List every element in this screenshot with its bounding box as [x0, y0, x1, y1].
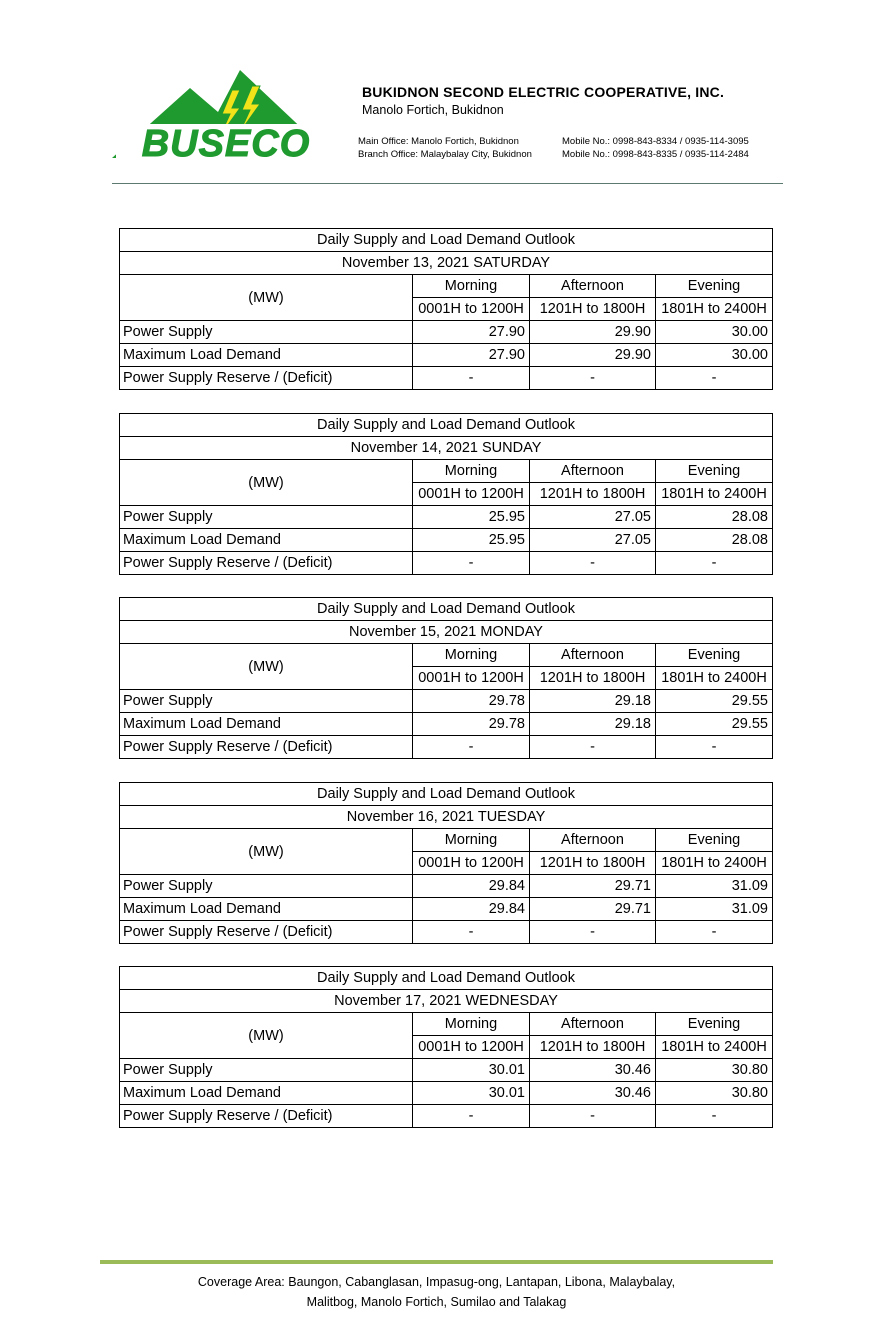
afternoon-range: 1201H to 1800H — [530, 483, 656, 506]
morning-header: Morning — [413, 644, 530, 667]
reserve-evening: - — [656, 921, 773, 944]
morning-range: 0001H to 1200H — [413, 1036, 530, 1059]
power-supply-label: Power Supply — [120, 875, 413, 898]
header-divider — [112, 183, 783, 184]
power-supply-morning: 27.90 — [413, 321, 530, 344]
max-load-evening: 28.08 — [656, 529, 773, 552]
unit-label: (MW) — [120, 460, 413, 506]
max-load-afternoon: 29.71 — [530, 898, 656, 921]
evening-range: 1801H to 2400H — [656, 1036, 773, 1059]
morning-range: 0001H to 1200H — [413, 298, 530, 321]
unit-label: (MW) — [120, 829, 413, 875]
evening-header: Evening — [656, 1013, 773, 1036]
max-load-morning: 25.95 — [413, 529, 530, 552]
max-load-afternoon: 29.18 — [530, 713, 656, 736]
morning-header: Morning — [413, 275, 530, 298]
afternoon-header: Afternoon — [530, 1013, 656, 1036]
reserve-morning: - — [413, 1105, 530, 1128]
outlook-table-day-1 — [119, 228, 773, 390]
evening-range: 1801H to 2400H — [656, 298, 773, 321]
morning-range: 0001H to 1200H — [413, 483, 530, 506]
power-supply-morning: 30.01 — [413, 1059, 530, 1082]
afternoon-header: Afternoon — [530, 460, 656, 483]
afternoon-range: 1201H to 1800H — [530, 1036, 656, 1059]
power-supply-afternoon: 29.18 — [530, 690, 656, 713]
max-load-morning: 29.78 — [413, 713, 530, 736]
reserve-morning: - — [413, 736, 530, 759]
power-supply-evening: 31.09 — [656, 875, 773, 898]
organization-name: BUKIDNON SECOND ELECTRIC COOPERATIVE, INC. — [362, 84, 725, 100]
max-load-afternoon: 30.46 — [530, 1082, 656, 1105]
outlook-table-day-2 — [119, 413, 773, 575]
morning-header: Morning — [413, 1013, 530, 1036]
evening-header: Evening — [656, 275, 773, 298]
power-supply-label: Power Supply — [120, 321, 413, 344]
branch-office-mobile: Mobile No.: 0998-843-8335 / 0935-114-2484 — [562, 149, 749, 160]
morning-header: Morning — [413, 460, 530, 483]
table-title: Daily Supply and Load Demand Outlook — [120, 229, 773, 252]
table-date: November 15, 2021 MONDAY — [120, 621, 773, 644]
evening-header: Evening — [656, 460, 773, 483]
logo-wordmark: BUSECO — [141, 123, 311, 162]
main-office-line — [358, 136, 749, 147]
main-office-mobile: Mobile No.: 0998-843-8334 / 0935-114-3095 — [562, 136, 749, 147]
evening-range: 1801H to 2400H — [656, 852, 773, 875]
letterhead — [112, 66, 787, 166]
max-load-afternoon: 27.05 — [530, 529, 656, 552]
table-title: Daily Supply and Load Demand Outlook — [120, 414, 773, 437]
reserve-afternoon: - — [530, 736, 656, 759]
max-load-evening: 30.00 — [656, 344, 773, 367]
main-office: Main Office: Manolo Fortich, Bukidnon — [358, 136, 519, 147]
reserve-evening: - — [656, 552, 773, 575]
table-title: Daily Supply and Load Demand Outlook — [120, 967, 773, 990]
power-supply-afternoon: 27.05 — [530, 506, 656, 529]
table-date: November 17, 2021 WEDNESDAY — [120, 990, 773, 1013]
power-supply-morning: 29.84 — [413, 875, 530, 898]
evening-header: Evening — [656, 644, 773, 667]
reserve-label: Power Supply Reserve / (Deficit) — [120, 1105, 413, 1128]
coverage-line-2: Malitbog, Manolo Fortich, Sumilao and Talakag — [306, 1295, 567, 1309]
coverage-area-footer — [100, 1272, 773, 1312]
max-load-label: Maximum Load Demand — [120, 344, 413, 367]
afternoon-header: Afternoon — [530, 829, 656, 852]
afternoon-range: 1201H to 1800H — [530, 852, 656, 875]
power-supply-afternoon: 30.46 — [530, 1059, 656, 1082]
reserve-label: Power Supply Reserve / (Deficit) — [120, 367, 413, 390]
reserve-afternoon: - — [530, 1105, 656, 1128]
reserve-label: Power Supply Reserve / (Deficit) — [120, 921, 413, 944]
power-supply-afternoon: 29.90 — [530, 321, 656, 344]
max-load-label: Maximum Load Demand — [120, 898, 413, 921]
max-load-evening: 30.80 — [656, 1082, 773, 1105]
unit-label: (MW) — [120, 1013, 413, 1059]
evening-header: Evening — [656, 829, 773, 852]
reserve-morning: - — [413, 552, 530, 575]
power-supply-morning: 29.78 — [413, 690, 530, 713]
outlook-table-day-4 — [119, 782, 773, 944]
power-supply-label: Power Supply — [120, 1059, 413, 1082]
max-load-label: Maximum Load Demand — [120, 1082, 413, 1105]
coverage-line-1: Coverage Area: Baungon, Cabanglasan, Impasug-ong, Lantapan, Libona, Malaybalay, — [197, 1275, 676, 1289]
unit-label: (MW) — [120, 644, 413, 690]
power-supply-evening: 28.08 — [656, 506, 773, 529]
reserve-evening: - — [656, 367, 773, 390]
power-supply-evening: 29.55 — [656, 690, 773, 713]
power-supply-label: Power Supply — [120, 690, 413, 713]
buseco-logo — [112, 66, 342, 162]
power-supply-label: Power Supply — [120, 506, 413, 529]
evening-range: 1801H to 2400H — [656, 483, 773, 506]
max-load-morning: 30.01 — [413, 1082, 530, 1105]
unit-label: (MW) — [120, 275, 413, 321]
reserve-label: Power Supply Reserve / (Deficit) — [120, 552, 413, 575]
table-title: Daily Supply and Load Demand Outlook — [120, 598, 773, 621]
morning-header: Morning — [413, 829, 530, 852]
table-date: November 16, 2021 TUESDAY — [120, 806, 773, 829]
table-date: November 14, 2021 SUNDAY — [120, 437, 773, 460]
afternoon-header: Afternoon — [530, 275, 656, 298]
afternoon-range: 1201H to 1800H — [530, 667, 656, 690]
reserve-evening: - — [656, 1105, 773, 1128]
max-load-morning: 29.84 — [413, 898, 530, 921]
max-load-evening: 31.09 — [656, 898, 773, 921]
morning-range: 0001H to 1200H — [413, 667, 530, 690]
afternoon-range: 1201H to 1800H — [530, 298, 656, 321]
power-supply-evening: 30.80 — [656, 1059, 773, 1082]
reserve-morning: - — [413, 367, 530, 390]
max-load-label: Maximum Load Demand — [120, 713, 413, 736]
reserve-afternoon: - — [530, 921, 656, 944]
table-date: November 13, 2021 SATURDAY — [120, 252, 773, 275]
evening-range: 1801H to 2400H — [656, 667, 773, 690]
reserve-morning: - — [413, 921, 530, 944]
max-load-morning: 27.90 — [413, 344, 530, 367]
footer-divider — [100, 1260, 773, 1264]
outlook-table-day-5 — [119, 966, 773, 1128]
max-load-afternoon: 29.90 — [530, 344, 656, 367]
outlook-table-day-3 — [119, 597, 773, 759]
power-supply-morning: 25.95 — [413, 506, 530, 529]
reserve-afternoon: - — [530, 367, 656, 390]
reserve-afternoon: - — [530, 552, 656, 575]
morning-range: 0001H to 1200H — [413, 852, 530, 875]
afternoon-header: Afternoon — [530, 644, 656, 667]
max-load-evening: 29.55 — [656, 713, 773, 736]
max-load-label: Maximum Load Demand — [120, 529, 413, 552]
power-supply-evening: 30.00 — [656, 321, 773, 344]
table-title: Daily Supply and Load Demand Outlook — [120, 783, 773, 806]
branch-office-line — [358, 149, 749, 160]
branch-office: Branch Office: Malaybalay City, Bukidnon — [358, 149, 532, 160]
power-supply-afternoon: 29.71 — [530, 875, 656, 898]
organization-location: Manolo Fortich, Bukidnon — [362, 103, 504, 117]
reserve-label: Power Supply Reserve / (Deficit) — [120, 736, 413, 759]
reserve-evening: - — [656, 736, 773, 759]
